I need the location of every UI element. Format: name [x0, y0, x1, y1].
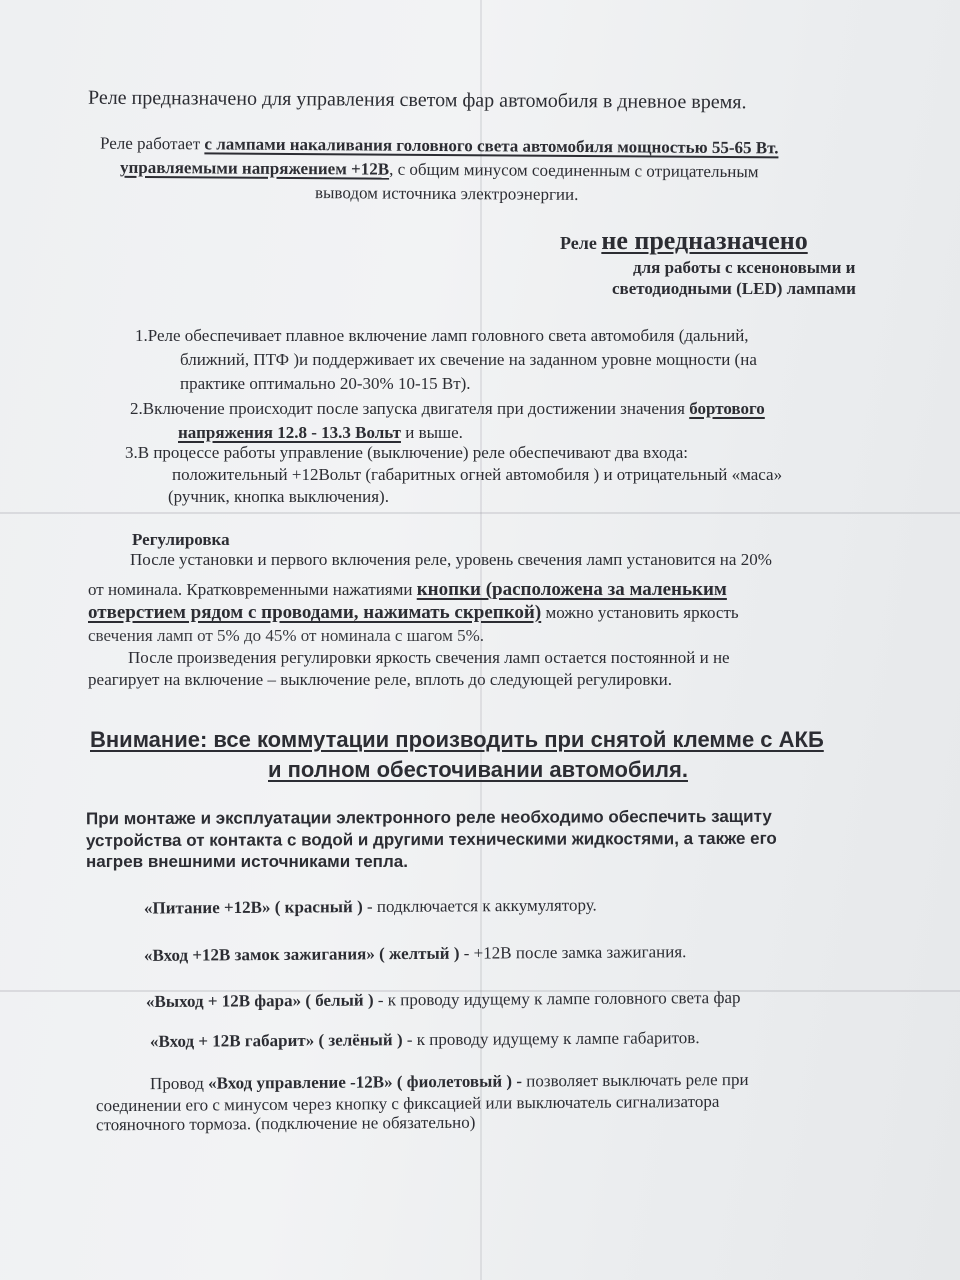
intro-line: Реле предназначено для управления светом фар автомобиля в дневное время. [87, 86, 747, 114]
regulation-text: отверстием рядом с проводами, нажимать скрепкой) можно установить яркость [88, 602, 739, 623]
list-item-3: 3.В процессе работы управление (выключение) реле обеспечивают два входа: [125, 443, 688, 462]
wire-control: стояночного тормоза. (подключение не обязательно) [95, 1112, 476, 1135]
list-item-2: напряжения 12.8 - 13.3 Вольт и выше. [178, 423, 463, 442]
intro-paragraph: управляемыми напряжением +12В, с общим минусом соединенным с отрицательным [119, 157, 759, 182]
warning-heading: и полном обесточивании автомобиля. [268, 757, 688, 782]
list-item-1: 1.Реле обеспечивает плавное включение ламп головного света автомобиля (дальний, [135, 326, 749, 345]
regulation-heading: Регулировка [132, 530, 230, 549]
wire-parking-light: «Вход + 12В габарит» ( зелёный ) - к проводу идущему к лампе габаритов. [149, 1028, 700, 1051]
wire-power: «Питание +12В» ( красный ) - подключается к аккумулятору. [143, 895, 597, 918]
not-intended-line: для работы с ксеноновыми и [633, 258, 856, 277]
list-item-3: положительный +12Вольт (габаритных огней автомобиля ) и отрицательный «маса» [172, 465, 783, 484]
regulation-text: от номинала. Кратковременными нажатиями кнопки (расположена за маленьким [88, 579, 727, 600]
wire-control: соединении его с минусом через кнопку с фиксацией или выключатель сигнализатора [95, 1091, 720, 1116]
mounting-text: устройства от контакта с водой и другими техническими жидкостями, а также его [85, 828, 777, 851]
warning-heading: Внимание: все коммутации производить при снятой клемме с АКБ [90, 727, 824, 752]
mounting-text: При монтаже и эксплуатации электронного реле необходимо обеспечить защиту [85, 806, 772, 829]
intro-paragraph: Реле работает с лампами накаливания головного света автомобиля мощностью 55-65 Вт. [99, 133, 779, 158]
regulation-text: После произведения регулировки яркость свечения ламп остается постоянной и не [128, 648, 730, 667]
regulation-text: После установки и первого включения реле, уровень свечения ламп установится на 20% [130, 550, 772, 569]
wire-headlight: «Выход + 12В фара» ( белый ) - к проводу идущему к лампе головного света фар [145, 987, 741, 1012]
list-item-1: ближний, ПТФ )и поддерживает их свечение на заданном уровне мощности (на [180, 350, 757, 369]
not-intended-heading: Реле не предназначено [560, 226, 808, 255]
mounting-text: нагрев внешними источниками тепла. [86, 852, 408, 871]
list-item-2: 2.Включение происходит после запуска двигателя при достижении значения бортового [130, 399, 765, 418]
regulation-text: свечения ламп от 5% до 45% от номинала с шагом 5%. [88, 626, 484, 645]
wire-ignition: «Вход +12В замок зажигания» ( желтый ) - +12В после замка зажигания. [143, 942, 687, 965]
wire-control: Провод «Вход управление -12В» ( фиолетовый ) - позволяет выключать реле при [149, 1069, 749, 1094]
not-intended-line: светодиодными (LED) лампами [612, 279, 856, 298]
list-item-3: (ручник, кнопка выключения). [168, 487, 389, 506]
list-item-1: практике оптимально 20-30% 10-15 Вт). [180, 374, 471, 393]
intro-paragraph: выводом источника электроэнергии. [314, 183, 579, 204]
regulation-text: реагирует на включение – выключение реле, вплоть до следующей регулировки. [88, 670, 672, 689]
